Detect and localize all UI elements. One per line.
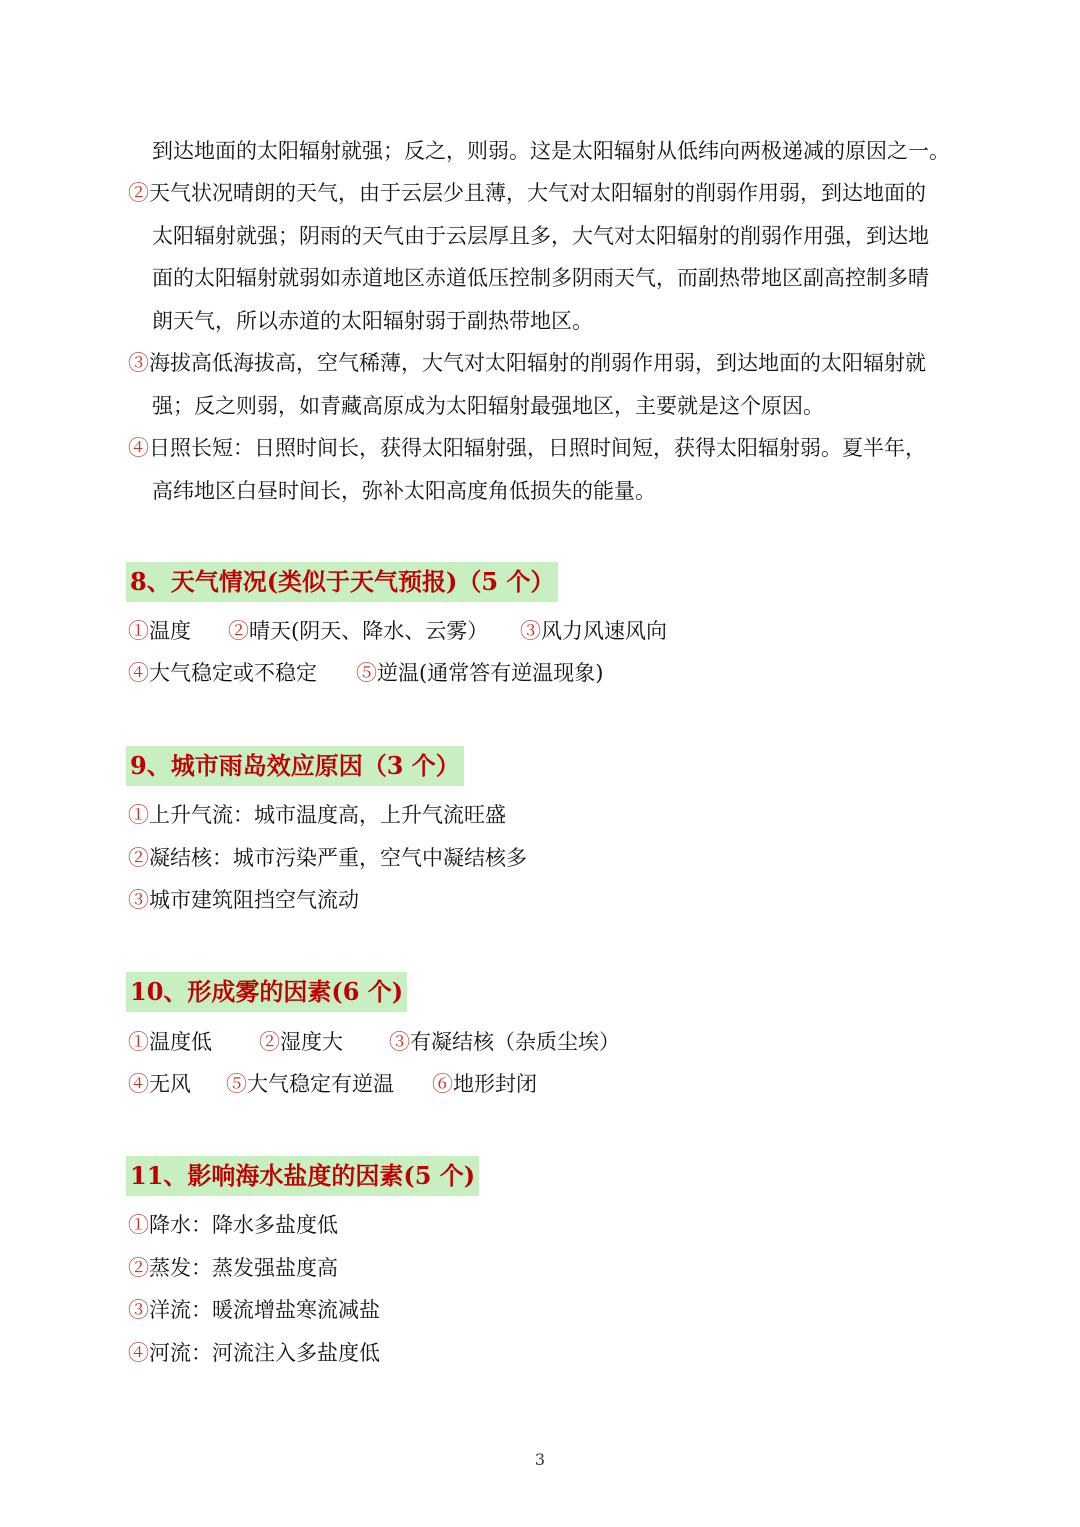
circled-number: ⑤ (226, 1072, 247, 1096)
list-item (128, 658, 356, 688)
list-item-text: 风力风速风向 (541, 619, 667, 643)
list-item-text: 地形封闭 (453, 1072, 537, 1096)
page-number: 3 (534, 1450, 546, 1469)
circled-number: ③ (520, 619, 541, 643)
circled-number: ② (259, 1030, 280, 1054)
paragraph-line: 太阳辐射就强；阴雨的天气由于云层厚且多，大气对太阳辐射的削弱作用强，到达地 (152, 224, 929, 248)
paragraph-text: 天气状况晴朗的天气，由于云层少且薄，大气对太阳辐射的削弱作用弱，到达地面的 (149, 181, 926, 205)
paragraph-text: 海拔高低海拔高，空气稀薄，大气对太阳辐射的削弱作用弱，到达地面的太阳辐射就 (149, 351, 926, 375)
paragraph-line: 高纬地区白昼时间长，弥补太阳高度角低损失的能量。 (152, 479, 656, 503)
list-item-text: 大气稳定有逆温 (247, 1072, 394, 1096)
list-row (128, 658, 603, 688)
list-row (128, 1210, 338, 1240)
section-heading: 8、天气情况(类似于天气预报)（5 个） (126, 562, 558, 602)
circled-number: ② (128, 1256, 149, 1280)
list-item-text: 凝结核：城市污染严重，空气中凝结核多 (149, 846, 527, 870)
list-item (432, 1069, 537, 1099)
list-item-text: 有凝结核（杂质尘埃） (410, 1030, 620, 1054)
list-row (128, 616, 667, 646)
list-row (128, 800, 506, 830)
circled-number: ① (128, 803, 149, 827)
section-heading: 10、形成雾的因素(6 个) (126, 972, 407, 1012)
circled-number: ③ (128, 351, 149, 375)
circled-number: ① (128, 1213, 149, 1237)
list-item-text: 逆温(通常答有逆温现象) (377, 661, 604, 685)
circled-number: ⑤ (356, 661, 377, 685)
circled-number: ③ (389, 1030, 410, 1054)
circled-number: ④ (128, 661, 149, 685)
circled-number: ② (128, 846, 149, 870)
list-row (128, 1338, 380, 1368)
paragraph-text: 日照长短：日照时间长，获得太阳辐射强，日照时间短，获得太阳辐射弱。夏半年， (149, 436, 926, 460)
list-item-text: 城市建筑阻挡空气流动 (149, 888, 359, 912)
list-item-text: 大气稳定或不稳定 (149, 661, 317, 685)
numbered-paragraph-line (128, 348, 926, 378)
list-item-text: 温度低 (149, 1030, 212, 1054)
list-item (259, 1027, 389, 1057)
list-item-text: 温度 (149, 619, 191, 643)
list-item (228, 616, 520, 646)
list-row (128, 1253, 338, 1283)
section-heading: 9、城市雨岛效应原因（3 个） (126, 746, 464, 786)
list-item-text: 无风 (149, 1072, 191, 1096)
circled-number: ④ (128, 1341, 149, 1365)
list-row (128, 885, 359, 915)
list-item-text: 蒸发：蒸发强盐度高 (149, 1256, 338, 1280)
circled-number: ① (128, 1030, 149, 1054)
list-item-text: 上升气流：城市温度高，上升气流旺盛 (149, 803, 506, 827)
circled-number: ④ (128, 1072, 149, 1096)
circled-number: ② (128, 181, 149, 205)
list-row (128, 843, 527, 873)
list-item-text: 湿度大 (280, 1030, 343, 1054)
paragraph-line: 到达地面的太阳辐射就强；反之，则弱。这是太阳辐射从低纬向两极递减的原因之一。 (152, 139, 950, 163)
list-item-text: 洋流：暖流增盐寒流减盐 (149, 1298, 380, 1322)
paragraph-line: 面的太阳辐射就弱如赤道地区赤道低压控制多阴雨天气，而副热带地区副高控制多晴 (152, 266, 929, 290)
list-item-text: 降水：降水多盐度低 (149, 1213, 338, 1237)
list-item (128, 616, 228, 646)
circled-number: ③ (128, 888, 149, 912)
list-item-text: 河流：河流注入多盐度低 (149, 1341, 380, 1365)
list-item-text: 晴天(阴天、降水、云雾） (249, 619, 489, 643)
list-item (226, 1069, 432, 1099)
list-row (128, 1295, 380, 1325)
list-row (128, 1069, 537, 1099)
list-item (356, 658, 603, 688)
circled-number: ④ (128, 436, 149, 460)
list-item (389, 1027, 620, 1057)
list-item (128, 1069, 226, 1099)
numbered-paragraph-line (128, 433, 926, 463)
circled-number: ② (228, 619, 249, 643)
circled-number: ③ (128, 1298, 149, 1322)
paragraph-line: 强；反之则弱，如青藏高原成为太阳辐射最强地区，主要就是这个原因。 (152, 394, 824, 418)
list-item (520, 616, 667, 646)
circled-number: ① (128, 619, 149, 643)
numbered-paragraph-line (128, 178, 926, 208)
list-item (128, 1027, 259, 1057)
paragraph-line: 朗天气，所以赤道的太阳辐射弱于副热带地区。 (152, 309, 593, 333)
circled-number: ⑥ (432, 1072, 453, 1096)
list-row (128, 1027, 620, 1057)
section-heading: 11、影响海水盐度的因素(5 个) (126, 1156, 479, 1196)
